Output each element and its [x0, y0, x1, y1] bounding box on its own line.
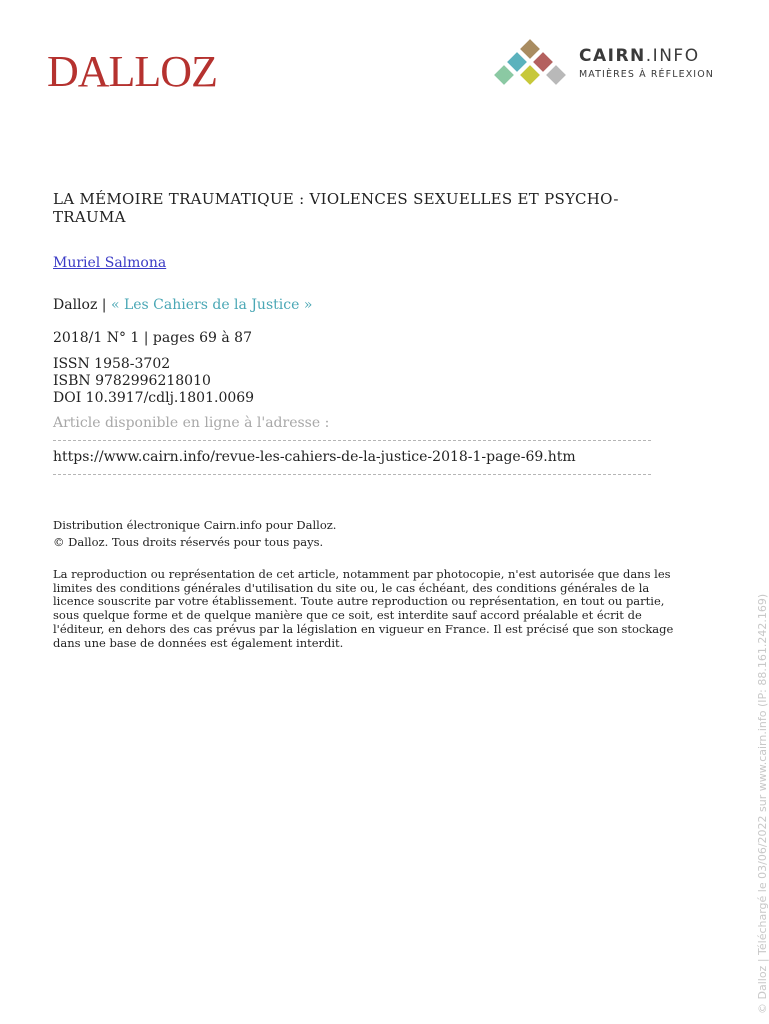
download-stamp: © Dalloz | Téléchargé le 03/06/2022 sur www.cairn.info (IP: 88.161.242.169) — [756, 593, 769, 1014]
available-online-label: Article disponible en ligne à l'adresse : — [53, 415, 330, 431]
cairn-tile-2 — [507, 52, 527, 72]
cairn-brand-main: CAIRN — [579, 46, 646, 66]
legal-line: La reproduction ou représentation de cet article, notamment par photocopie, n'est autorisée que dans les — [53, 567, 671, 581]
author-link[interactable]: Muriel Salmona — [53, 255, 167, 271]
cairn-tile-5 — [520, 65, 540, 85]
legal-line: l'éditeur, en dehors des cas prévus par la législation en vigueur en France. Il est précisé que son stockage — [53, 621, 674, 636]
legal-line: sous quelque forme et de quelque manière que ce soit, est interdite sauf accord préalable et écrit de — [53, 608, 642, 623]
publisher-line — [53, 297, 312, 313]
cairn-brand-suffix: .INFO — [645, 46, 700, 66]
legal-paragraph — [53, 568, 718, 650]
cairn-logo — [488, 42, 728, 92]
issn: ISSN 1958-3702 — [53, 356, 171, 372]
dashed-divider-bottom — [53, 474, 651, 475]
legal-line: limites des conditions générales d'utilisation du site ou, le cas échéant, des conditions générales de la — [53, 580, 650, 595]
copyright-notice: © Dalloz. Tous droits réservés pour tous pays. — [53, 535, 324, 549]
publisher-name: Dalloz | — [53, 297, 111, 313]
article-url[interactable]: https://www.cairn.info/revue-les-cahiers-de-la-justice-2018-1-page-69.htm — [53, 449, 576, 465]
dashed-divider-top — [53, 440, 651, 441]
cairn-tile-6 — [546, 65, 566, 85]
legal-line: licence souscrite par votre établissement. Toute autre reproduction ou représentation, en tout ou partie, — [53, 594, 665, 609]
cairn-brand-name — [579, 46, 700, 66]
article-title-line-2: TRAUMA — [53, 208, 126, 226]
article-title — [53, 190, 693, 226]
cairn-tile-3 — [533, 52, 553, 72]
isbn: ISBN 9782996218010 — [53, 373, 211, 389]
dalloz-logo — [46, 38, 217, 102]
cairn-tile-1 — [520, 39, 540, 59]
journal-link[interactable]: « Les Cahiers de la Justice » — [110, 297, 313, 313]
cairn-diamond-icon — [488, 42, 570, 92]
cairn-tagline: MATIÈRES À RÉFLEXION — [579, 69, 714, 80]
doi: DOI 10.3917/cdlj.1801.0069 — [53, 390, 255, 406]
legal-line: dans une base de données est également interdit. — [53, 635, 344, 650]
distribution-notice: Distribution électronique Cairn.info pour Dalloz. — [53, 518, 337, 532]
article-title-line-1: LA MÉMOIRE TRAUMATIQUE : VIOLENCES SEXUELLES ET PSYCHO- — [53, 190, 619, 208]
dalloz-logo-text: DALLOZ — [47, 47, 217, 96]
cairn-tile-4 — [494, 65, 514, 85]
issue-pages: 2018/1 N° 1 | pages 69 à 87 — [53, 330, 252, 346]
